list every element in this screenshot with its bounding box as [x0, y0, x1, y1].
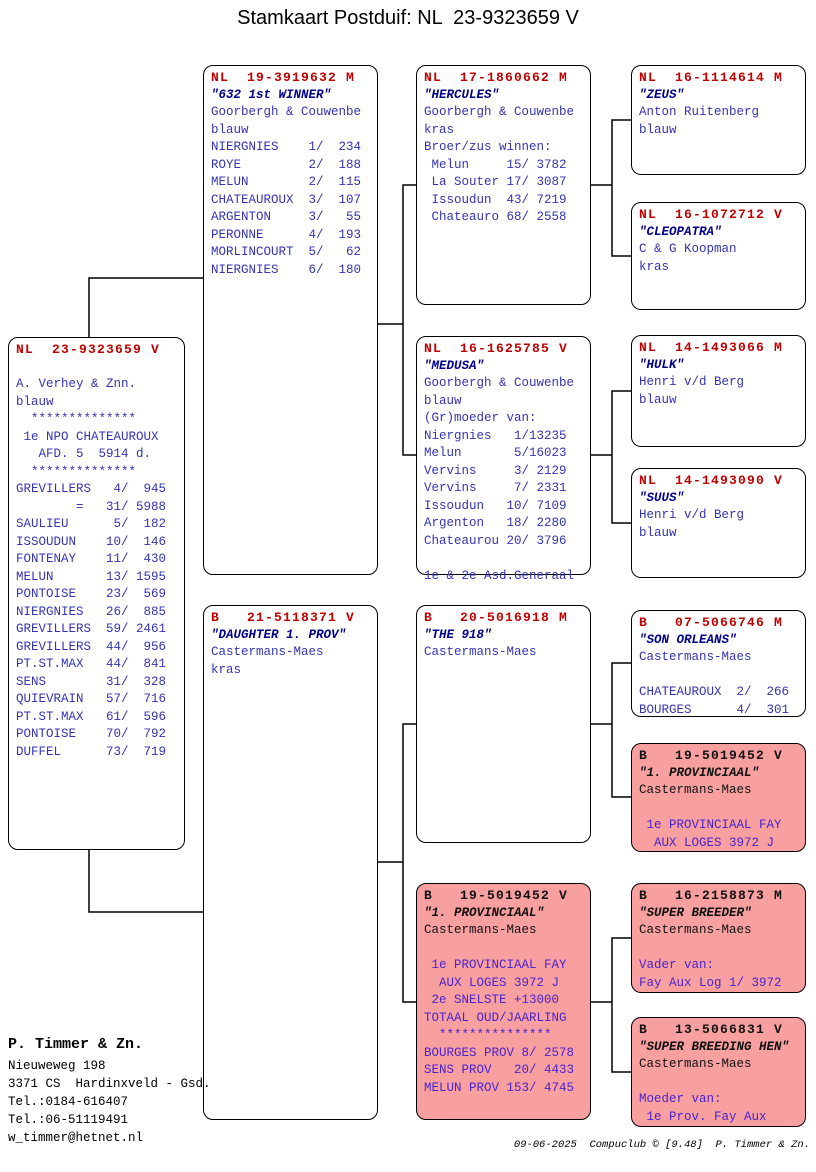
- fancier-name: Goorbergh & Couwenbe: [211, 105, 362, 119]
- fancier-name: Goorbergh & Couwenbe: [424, 376, 575, 390]
- breeder-phone-2: Tel.:06-51119491: [8, 1113, 129, 1127]
- highlight-line: AFD. 5 5914 d.: [16, 447, 152, 461]
- blank-line: [639, 1074, 798, 1092]
- ring-number: B 19-5019452 V: [639, 748, 784, 763]
- fancier-name: Castermans-Maes: [639, 783, 752, 797]
- performance-line: SENS PROV 20/ 4433: [424, 1063, 575, 1077]
- performance-line: GREVILLERS 4/ 945: [16, 482, 167, 496]
- performance-line: MORLINCOURT 5/ 62: [211, 245, 362, 259]
- pedigree-box-grandfather-maternal: [416, 605, 591, 843]
- ring-number: B 07-5066746 M: [639, 615, 784, 630]
- bird-name: "HULK": [639, 357, 685, 372]
- performance-line: Vervins 7/ 2331: [424, 481, 567, 495]
- bird-name: "SUPER BREEDER": [639, 905, 752, 920]
- performance-line: PT.ST.MAX 61/ 596: [16, 709, 167, 724]
- performance-line: CHATEAUROUX 2/ 266: [639, 685, 790, 699]
- performance-label: Broer/zus winnen:: [424, 140, 552, 154]
- performance-line: Issoudun 10/ 7109: [424, 498, 567, 513]
- bird-name: "MEDUSA": [424, 358, 485, 373]
- fancier-name: Castermans-Maes: [639, 650, 752, 664]
- blank-line: [639, 800, 798, 818]
- performance-line: QUIEVRAIN 57/ 716: [16, 692, 167, 706]
- ring-number: B 19-5019452 V: [424, 888, 569, 903]
- feather-color: blauw: [639, 122, 677, 137]
- performance-label: Vader van:: [639, 958, 715, 972]
- fancier-name: Castermans-Maes: [639, 1057, 752, 1071]
- divider-stars: **************: [16, 464, 137, 479]
- breeder-city: 3371 CS Hardinxveld - Gsd.: [8, 1077, 211, 1091]
- ring-number: NL 17-1860662 M: [424, 70, 569, 85]
- connector-gm2-to-greatgrandparents: [591, 938, 631, 1072]
- performance-line: Melun 5/16023: [424, 446, 567, 460]
- performance-line: GREVILLERS 59/ 2461: [16, 622, 167, 636]
- feather-color: kras: [211, 662, 242, 677]
- performance-line: MELUN 13/ 1595: [16, 569, 167, 584]
- connector-main-to-father: [89, 278, 203, 338]
- bird-name: "632 1st WINNER": [211, 87, 332, 102]
- performance-line: MELUN PROV 153/ 4745: [424, 1080, 575, 1095]
- fancier-name: Castermans-Maes: [424, 923, 537, 937]
- achievement-line: 2e SNELSTE +13000: [424, 993, 560, 1007]
- performance-label: Moeder van:: [639, 1092, 722, 1106]
- print-footer: 09-06-2025 Compuclub © [9.48] P. Timmer & Zn.: [513, 1139, 810, 1151]
- page-title: Stamkaart Postduif: NL 23-9323659 V: [237, 7, 579, 29]
- achievement-line: 1e Prov. Fay Aux: [639, 1109, 767, 1124]
- feather-color: blauw: [211, 122, 249, 137]
- achievement-line: Fay Aux Log 1/ 3972: [639, 975, 782, 990]
- performance-line: Issoudun 43/ 7219: [424, 192, 567, 207]
- achievement-line: 1e PROVINCIAAL FAY: [424, 958, 567, 972]
- feather-color: kras: [639, 259, 670, 274]
- feather-color: blauw: [639, 392, 677, 407]
- fancier-name: Castermans-Maes: [211, 645, 324, 659]
- performance-line: DUFFEL 73/ 719: [16, 744, 167, 759]
- pedigree-box-greatgrandmother-4: [631, 1017, 806, 1127]
- ring-number: NL 16-1625785 V: [424, 341, 569, 356]
- achievement-line: AUX LOGES 3972 J: [639, 835, 775, 850]
- fancier-name: Henri v/d Berg: [639, 375, 745, 389]
- feather-color: blauw: [424, 393, 462, 408]
- performance-line: Chateauro 68/ 2558: [424, 210, 567, 224]
- ring-number: NL 14-1493066 M: [639, 340, 784, 355]
- bird-name: "ZEUS": [639, 87, 685, 102]
- feather-color: kras: [424, 122, 455, 137]
- blank-line: [424, 550, 583, 568]
- bird-name: "SON ORLEANS": [639, 632, 737, 647]
- pedigree-box-greatgrandfather-2: [631, 335, 806, 447]
- performance-line: PERONNE 4/ 193: [211, 227, 362, 242]
- bird-name: "1. PROVINCIAAL": [424, 905, 545, 920]
- divider-stars: ***************: [424, 1028, 552, 1042]
- pedigree-box-greatgrandmother-1: [631, 202, 806, 310]
- ring-number: B 13-5066831 V: [639, 1022, 784, 1037]
- breeder-email: w_timmer@hetnet.nl: [8, 1131, 144, 1145]
- connector-mother-to-grandparents: [378, 724, 416, 1002]
- fancier-name: Henri v/d Berg: [639, 508, 745, 522]
- blank-line: [16, 359, 177, 377]
- achievement-line: TOTAAL OUD/JAARLING: [424, 1010, 567, 1025]
- performance-line: NIERGNIES 1/ 234: [211, 140, 362, 154]
- connector-gf1-to-greatgrandparents: [591, 120, 631, 256]
- bird-name: "SUPER BREEDING HEN": [639, 1039, 790, 1054]
- achievement-line: AUX LOGES 3972 J: [424, 975, 560, 990]
- performance-line: PONTOISE 70/ 792: [16, 727, 167, 741]
- blank-line: [639, 667, 798, 685]
- bird-name: "THE 918": [424, 627, 492, 642]
- performance-line: MELUN 2/ 115: [211, 175, 362, 189]
- feather-color: blauw: [639, 525, 677, 540]
- pedigree-box-main-bird: [8, 337, 185, 850]
- connector-father-to-grandparents: [378, 185, 416, 455]
- performance-line: La Souter 17/ 3087: [424, 175, 567, 189]
- performance-line: Melun 15/ 3782: [424, 157, 567, 172]
- divider-stars: **************: [16, 412, 137, 426]
- feather-color: blauw: [16, 394, 54, 409]
- bird-name: "DAUGHTER 1. PROV": [211, 627, 347, 642]
- connector-gm1-to-greatgrandparents: [591, 391, 631, 523]
- connector-gf2-to-greatgrandparents: [591, 663, 631, 797]
- pedigree-box-greatgrandmother-2: [631, 468, 806, 578]
- ring-number: B 16-2158873 M: [639, 888, 784, 903]
- performance-line: PT.ST.MAX 44/ 841: [16, 657, 167, 671]
- performance-line: Chateaurou 20/ 3796: [424, 533, 567, 548]
- performance-line: PONTOISE 23/ 569: [16, 587, 167, 601]
- bird-name: "CLEOPATRA": [639, 224, 722, 239]
- ring-number: B 21-5118371 V: [211, 610, 356, 625]
- ring-number: NL 23-9323659 V: [16, 342, 161, 357]
- performance-line: Argenton 18/ 2280: [424, 516, 567, 530]
- ring-number: NL 16-1114614 M: [639, 70, 784, 85]
- bird-name: "SUUS": [639, 490, 685, 505]
- fancier-name: A. Verhey & Znn.: [16, 377, 137, 391]
- blank-line: [424, 940, 583, 958]
- performance-line: ISSOUDUN 10/ 146: [16, 534, 167, 549]
- highlight-line: 1e NPO CHATEAUROUX: [16, 429, 159, 444]
- pedigree-box-greatgrandfather-4: [631, 883, 806, 993]
- performance-line: GREVILLERS 44/ 956: [16, 639, 167, 654]
- pedigree-box-greatgrandfather-3: [631, 610, 806, 717]
- performance-line: SAULIEU 5/ 182: [16, 517, 167, 531]
- pedigree-box-greatgrandmother-3: [631, 743, 806, 852]
- performance-line: Niergnies 1/13235: [424, 428, 567, 443]
- performance-line: BOURGES PROV 8/ 2578: [424, 1045, 575, 1060]
- fancier-name: Castermans-Maes: [639, 923, 752, 937]
- pedigree-box-father: [203, 65, 378, 575]
- bird-name: "1. PROVINCIAAL": [639, 765, 760, 780]
- performance-line: SENS 31/ 328: [16, 674, 167, 689]
- performance-line: NIERGNIES 6/ 180: [211, 262, 362, 277]
- ring-number: NL 14-1493090 V: [639, 473, 784, 488]
- fancier-name: Castermans-Maes: [424, 645, 537, 659]
- breeder-street: Nieuweweg 198: [8, 1059, 106, 1073]
- fancier-name: C & G Koopman: [639, 242, 737, 256]
- pedigree-box-greatgrandfather-1: [631, 65, 806, 175]
- fancier-name: Goorbergh & Couwenbe: [424, 105, 575, 119]
- ring-number: NL 16-1072712 V: [639, 207, 784, 222]
- breeder-phone-1: Tel.:0184-616407: [8, 1095, 129, 1109]
- achievement-line: 1e PROVINCIAAL FAY: [639, 818, 782, 832]
- ring-number: NL 19-3919632 M: [211, 70, 356, 85]
- performance-line: ROYE 2/ 188: [211, 157, 362, 172]
- blank-line: [639, 940, 798, 958]
- performance-line: = 31/ 5988: [16, 499, 167, 514]
- performance-line: FONTENAY 11/ 430: [16, 552, 167, 566]
- achievement-line: 1e & 2e Asd.Generaal: [424, 568, 575, 583]
- connector-main-to-mother: [89, 850, 203, 912]
- performance-line: Vervins 3/ 2129: [424, 463, 567, 478]
- performance-line: CHATEAUROUX 3/ 107: [211, 192, 362, 207]
- performance-line: NIERGNIES 26/ 885: [16, 604, 167, 619]
- bird-name: "HERCULES": [424, 87, 500, 102]
- pedigree-box-grandfather-paternal: [416, 65, 591, 305]
- performance-label: (Gr)moeder van:: [424, 411, 537, 425]
- pedigree-box-grandmother-maternal: [416, 883, 591, 1120]
- breeder-name: P. Timmer & Zn.: [8, 1036, 144, 1053]
- performance-line: BOURGES 4/ 301: [639, 702, 790, 717]
- performance-line: ARGENTON 3/ 55: [211, 210, 362, 224]
- fancier-name: Anton Ruitenberg: [639, 105, 760, 119]
- breeder-info: [8, 1033, 211, 1147]
- pedigree-box-grandmother-paternal: [416, 336, 591, 583]
- ring-number: B 20-5016918 M: [424, 610, 569, 625]
- pedigree-box-mother: [203, 605, 378, 1120]
